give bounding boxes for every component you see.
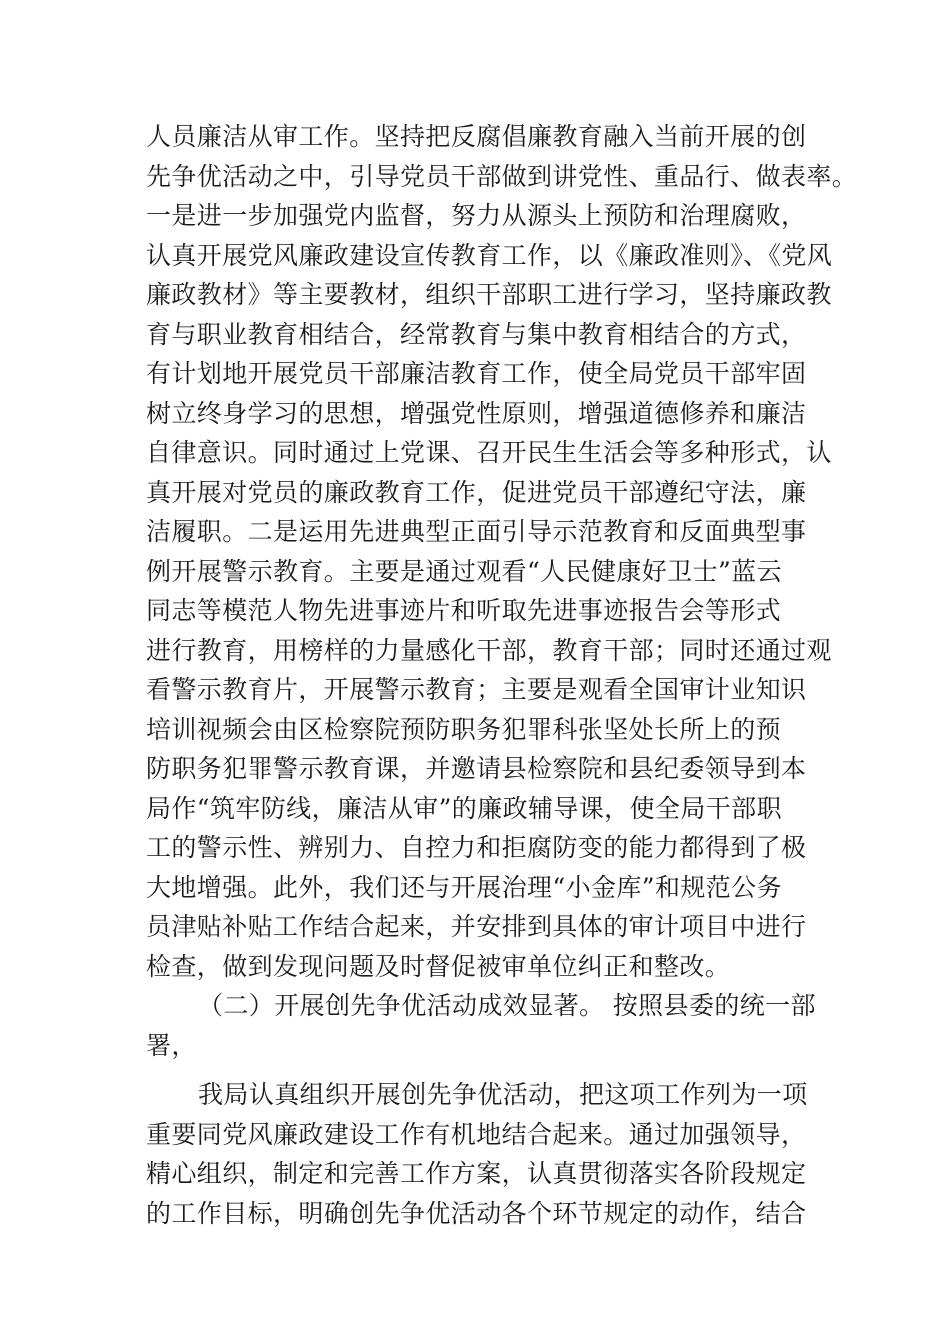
text-line: 精心组织，制定和完善工作方案，认真贯彻落实各阶段规定 [146,1159,807,1188]
text-line: 员津贴补贴工作结合起来，并安排到具体的审计项目中进行 [146,912,807,941]
text-line: 认真开展党风廉政建设宣传教育工作，以《廉政准则》、《党风 [146,240,833,270]
text-line: 一是进一步加强党内监督，努力从源头上预防和治理腐败， [146,201,807,230]
text-line: 署， [146,1030,197,1060]
text-line: 大地增强。此外，我们还与开展治理“小金库”和规范公务 [146,872,782,902]
section-heading: （二）开展创先争优活动成效显著。 按照县委的统一部 [198,991,816,1020]
body-text [146,117,858,1233]
paragraph-start: 我局认真组织开展创先争优活动，把这项工作列为一项 [198,1080,808,1109]
text-line: 重要同党风廉政建设工作有机地结合起来。通过加强领导， [146,1119,807,1149]
text-line: 洁履职。二是运用先进典型正面引导示范教育和反面典型事 [146,517,807,546]
text-line: 同志等模范人物先进事迹片和听取先进事迹报告会等形式 [146,596,782,625]
text-line: 的工作目标，明确创先争优活动各个环节规定的动作，结合 [146,1198,807,1228]
text-line: 培训视频会由区检察院预防职务犯罪科张坚处长所上的预 [146,714,782,744]
text-line: 检查，做到发现问题及时督促被审单位纠正和整改。 [146,951,731,981]
text-line: 树立终身学习的思想，增强党性原则，增强道德修养和廉洁 [146,398,807,428]
text-line: 防职务犯罪警示教育课，并邀请县检察院和县纪委领导到本 [146,754,807,783]
text-line: 例开展警示教育。主要是通过观看“人民健康好卫士”蓝云 [146,556,782,586]
text-line: 工的警示性、辨别力、自控力和拒腐防变的能力都得到了极 [146,833,807,862]
text-line: 进行教育，用榜样的力量感化干部，教育干部；同时还通过观 [146,635,832,665]
text-line: 自律意识。同时通过上党课、召开民生生活会等多种形式，认 [146,438,832,467]
text-line: 育与职业教育相结合，经常教育与集中教育相结合的方式， [146,319,807,349]
text-line: 有计划地开展党员干部廉洁教育工作，使全局党员干部牢固 [146,359,807,388]
text-line: 真开展对党员的廉政教育工作，促进党员干部遵纪守法，廉 [146,477,807,507]
text-line: 廉政教材》等主要教材，组织干部职工进行学习，坚持廉政教 [146,280,832,309]
text-line: 先争优活动之中，引导党员干部做到讲党性、重品行、做表率。 [146,161,858,191]
text-line: 局作“筑牢防线，廉洁从审”的廉政辅导课，使全局干部职 [146,793,782,823]
text-line: 人员廉洁从审工作。坚持把反腐倡廉教育融入当前开展的创 [146,122,807,151]
text-line: 看警示教育片，开展警示教育；主要是观看全国审计业知识 [146,675,807,704]
